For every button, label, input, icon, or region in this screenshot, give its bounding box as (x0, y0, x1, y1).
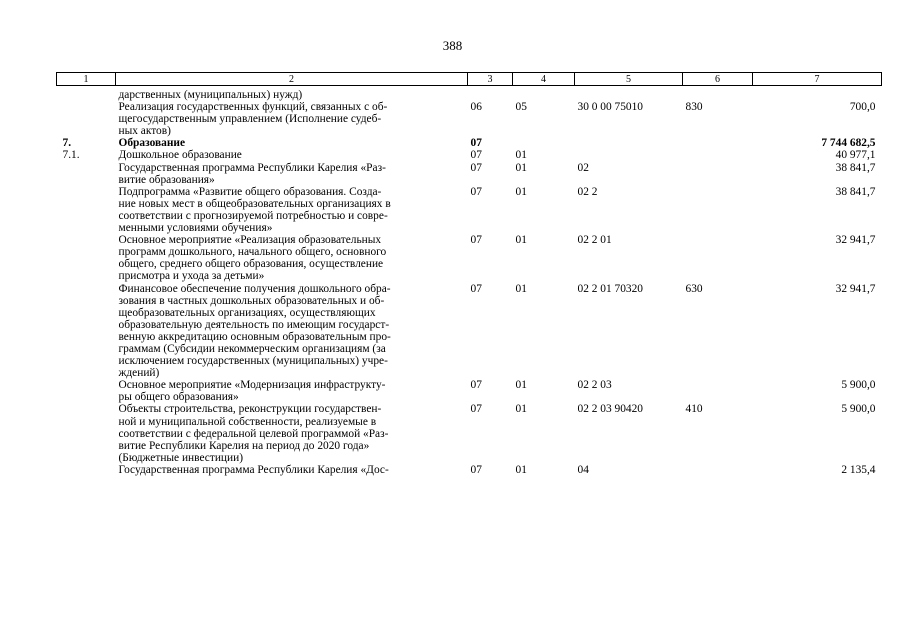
row-amount: 7 744 682,5 (821, 137, 876, 150)
row-number (57, 234, 116, 282)
row-subsection: 05 (515, 101, 527, 114)
row-section: 07 (470, 161, 482, 174)
header-col-6: 6 (683, 73, 753, 86)
row-section: 07 (470, 149, 482, 162)
row-target-article: 02 (577, 161, 589, 174)
row-expense-type (683, 149, 753, 161)
row-target-article (575, 137, 683, 149)
header-col-1: 1 (57, 73, 116, 86)
header-col-7: 7 (753, 73, 882, 86)
row-target-article: 30 0 00 75010 (577, 101, 643, 114)
row-expense-type: 410 (685, 403, 703, 416)
row-subsection: 01 (515, 282, 527, 295)
row-number (57, 379, 116, 403)
row-subsection: 01 (515, 161, 527, 174)
page-number: 388 (442, 38, 463, 53)
header-col-4: 4 (513, 73, 575, 86)
row-subsection: 01 (515, 234, 527, 247)
row-section: 07 (470, 463, 482, 476)
row-subsection: 01 (515, 403, 527, 416)
row-section: 07 (470, 379, 482, 392)
row-name: Подпрограмма «Развитие общего образования. Созда- ние новых мест в общеобразовательных организациях в соответствии с прогнозируемой потребностью и совре- менными условиями обучения» (118, 185, 391, 235)
row-section: 06 (470, 101, 482, 114)
row-number (57, 403, 116, 463)
row-target-article (575, 86, 683, 102)
row-name: дарственных (муниципальных) нужд) (118, 89, 303, 101)
header-col-3: 3 (468, 73, 513, 86)
row-amount (753, 86, 882, 102)
table-body (57, 86, 882, 477)
row-subsection (513, 86, 575, 102)
row-expense-type (683, 234, 753, 282)
row-name: Финансовое обеспечение получения дошкольного обра- зования в частных дошкольных образовательных и об- щеобразовательных организациях, осуществляющих образовательную деятельность по имеющим государст- венную аккредитацию основным образовательным про- граммам (Субсидии некоммерческим организациям (за исключением государственных (муниципальных) учре- ждений) (118, 282, 391, 380)
row-number (57, 86, 116, 102)
row-amount: 32 941,7 (835, 234, 876, 247)
row-name: Образование (118, 137, 186, 150)
row-name: Основное мероприятие «Модернизация инфраструкту- ры общего образования» (118, 379, 386, 404)
row-number (57, 186, 116, 234)
row-expense-type: 830 (685, 101, 703, 114)
row-number (57, 464, 116, 476)
row-name: Государственная программа Республики Карелия «Раз- витие образования» (118, 161, 386, 186)
table-row (57, 162, 882, 186)
row-subsection: 01 (515, 185, 527, 198)
table-row (57, 186, 882, 234)
table-row (57, 86, 882, 102)
row-expense-type (683, 186, 753, 234)
row-amount: 40 977,1 (835, 149, 876, 162)
row-name: Объекты строительства, реконструкции государствен- ной и муниципальной собственности, реализуемые в соответствии с федеральной целевой программой «Раз- витие Республики Карелия на период до 2020 года» (Бюджетные инвестиции) (118, 403, 389, 464)
table-row (57, 137, 882, 149)
row-amount: 5 900,0 (841, 379, 876, 392)
row-expense-type (683, 379, 753, 403)
row-number: 7. (62, 137, 72, 150)
row-name: Реализация государственных функций, связанных с об- щегосударственным управлением (Исполнение судеб- ных актов) (118, 101, 388, 138)
row-subsection: 01 (515, 379, 527, 392)
row-amount: 38 841,7 (835, 161, 876, 174)
row-section: 07 (470, 185, 482, 198)
row-name: Государственная программа Республики Карелия «Дос- (118, 463, 389, 476)
row-subsection (513, 137, 575, 149)
row-number (57, 283, 116, 380)
table-row (57, 283, 882, 380)
row-expense-type: 630 (685, 282, 703, 295)
row-section (468, 86, 513, 102)
row-expense-type (683, 137, 753, 149)
row-target-article: 02 2 01 (577, 234, 612, 247)
row-target-article: 02 2 (577, 185, 598, 198)
table-row (57, 149, 882, 161)
header-col-2: 2 (116, 73, 468, 86)
row-amount: 700,0 (849, 101, 876, 114)
row-target-article (575, 149, 683, 161)
row-section: 07 (470, 403, 482, 416)
row-amount: 2 135,4 (841, 463, 876, 476)
row-number (57, 162, 116, 186)
row-subsection: 01 (515, 149, 527, 162)
row-target-article: 02 2 03 (577, 379, 612, 392)
row-expense-type (683, 464, 753, 476)
header-col-5: 5 (575, 73, 683, 86)
table-row (57, 101, 882, 137)
row-name: Дошкольное образование (118, 149, 242, 162)
row-number (57, 101, 116, 137)
row-target-article: 02 2 03 90420 (577, 403, 643, 416)
row-expense-type (683, 162, 753, 186)
row-target-article: 04 (577, 463, 589, 476)
row-section: 07 (470, 137, 482, 150)
row-amount: 5 900,0 (841, 403, 876, 416)
table-header-row (57, 73, 882, 86)
row-subsection: 01 (515, 463, 527, 476)
row-amount: 38 841,7 (835, 185, 876, 198)
budget-table (56, 72, 882, 476)
row-section: 07 (470, 282, 482, 295)
table-row (57, 379, 882, 403)
row-amount: 32 941,7 (835, 282, 876, 295)
row-target-article: 02 2 01 70320 (577, 282, 643, 295)
row-section: 07 (470, 234, 482, 247)
row-number: 7.1. (62, 149, 80, 162)
table-row (57, 464, 882, 476)
row-expense-type (683, 86, 753, 102)
table-row (57, 403, 882, 463)
table-row (57, 234, 882, 282)
row-name: Основное мероприятие «Реализация образовательных программ дошкольного, начального общего, основного общего, среднего общего образования, осуществление присмотра и ухода за детьми» (118, 234, 387, 283)
